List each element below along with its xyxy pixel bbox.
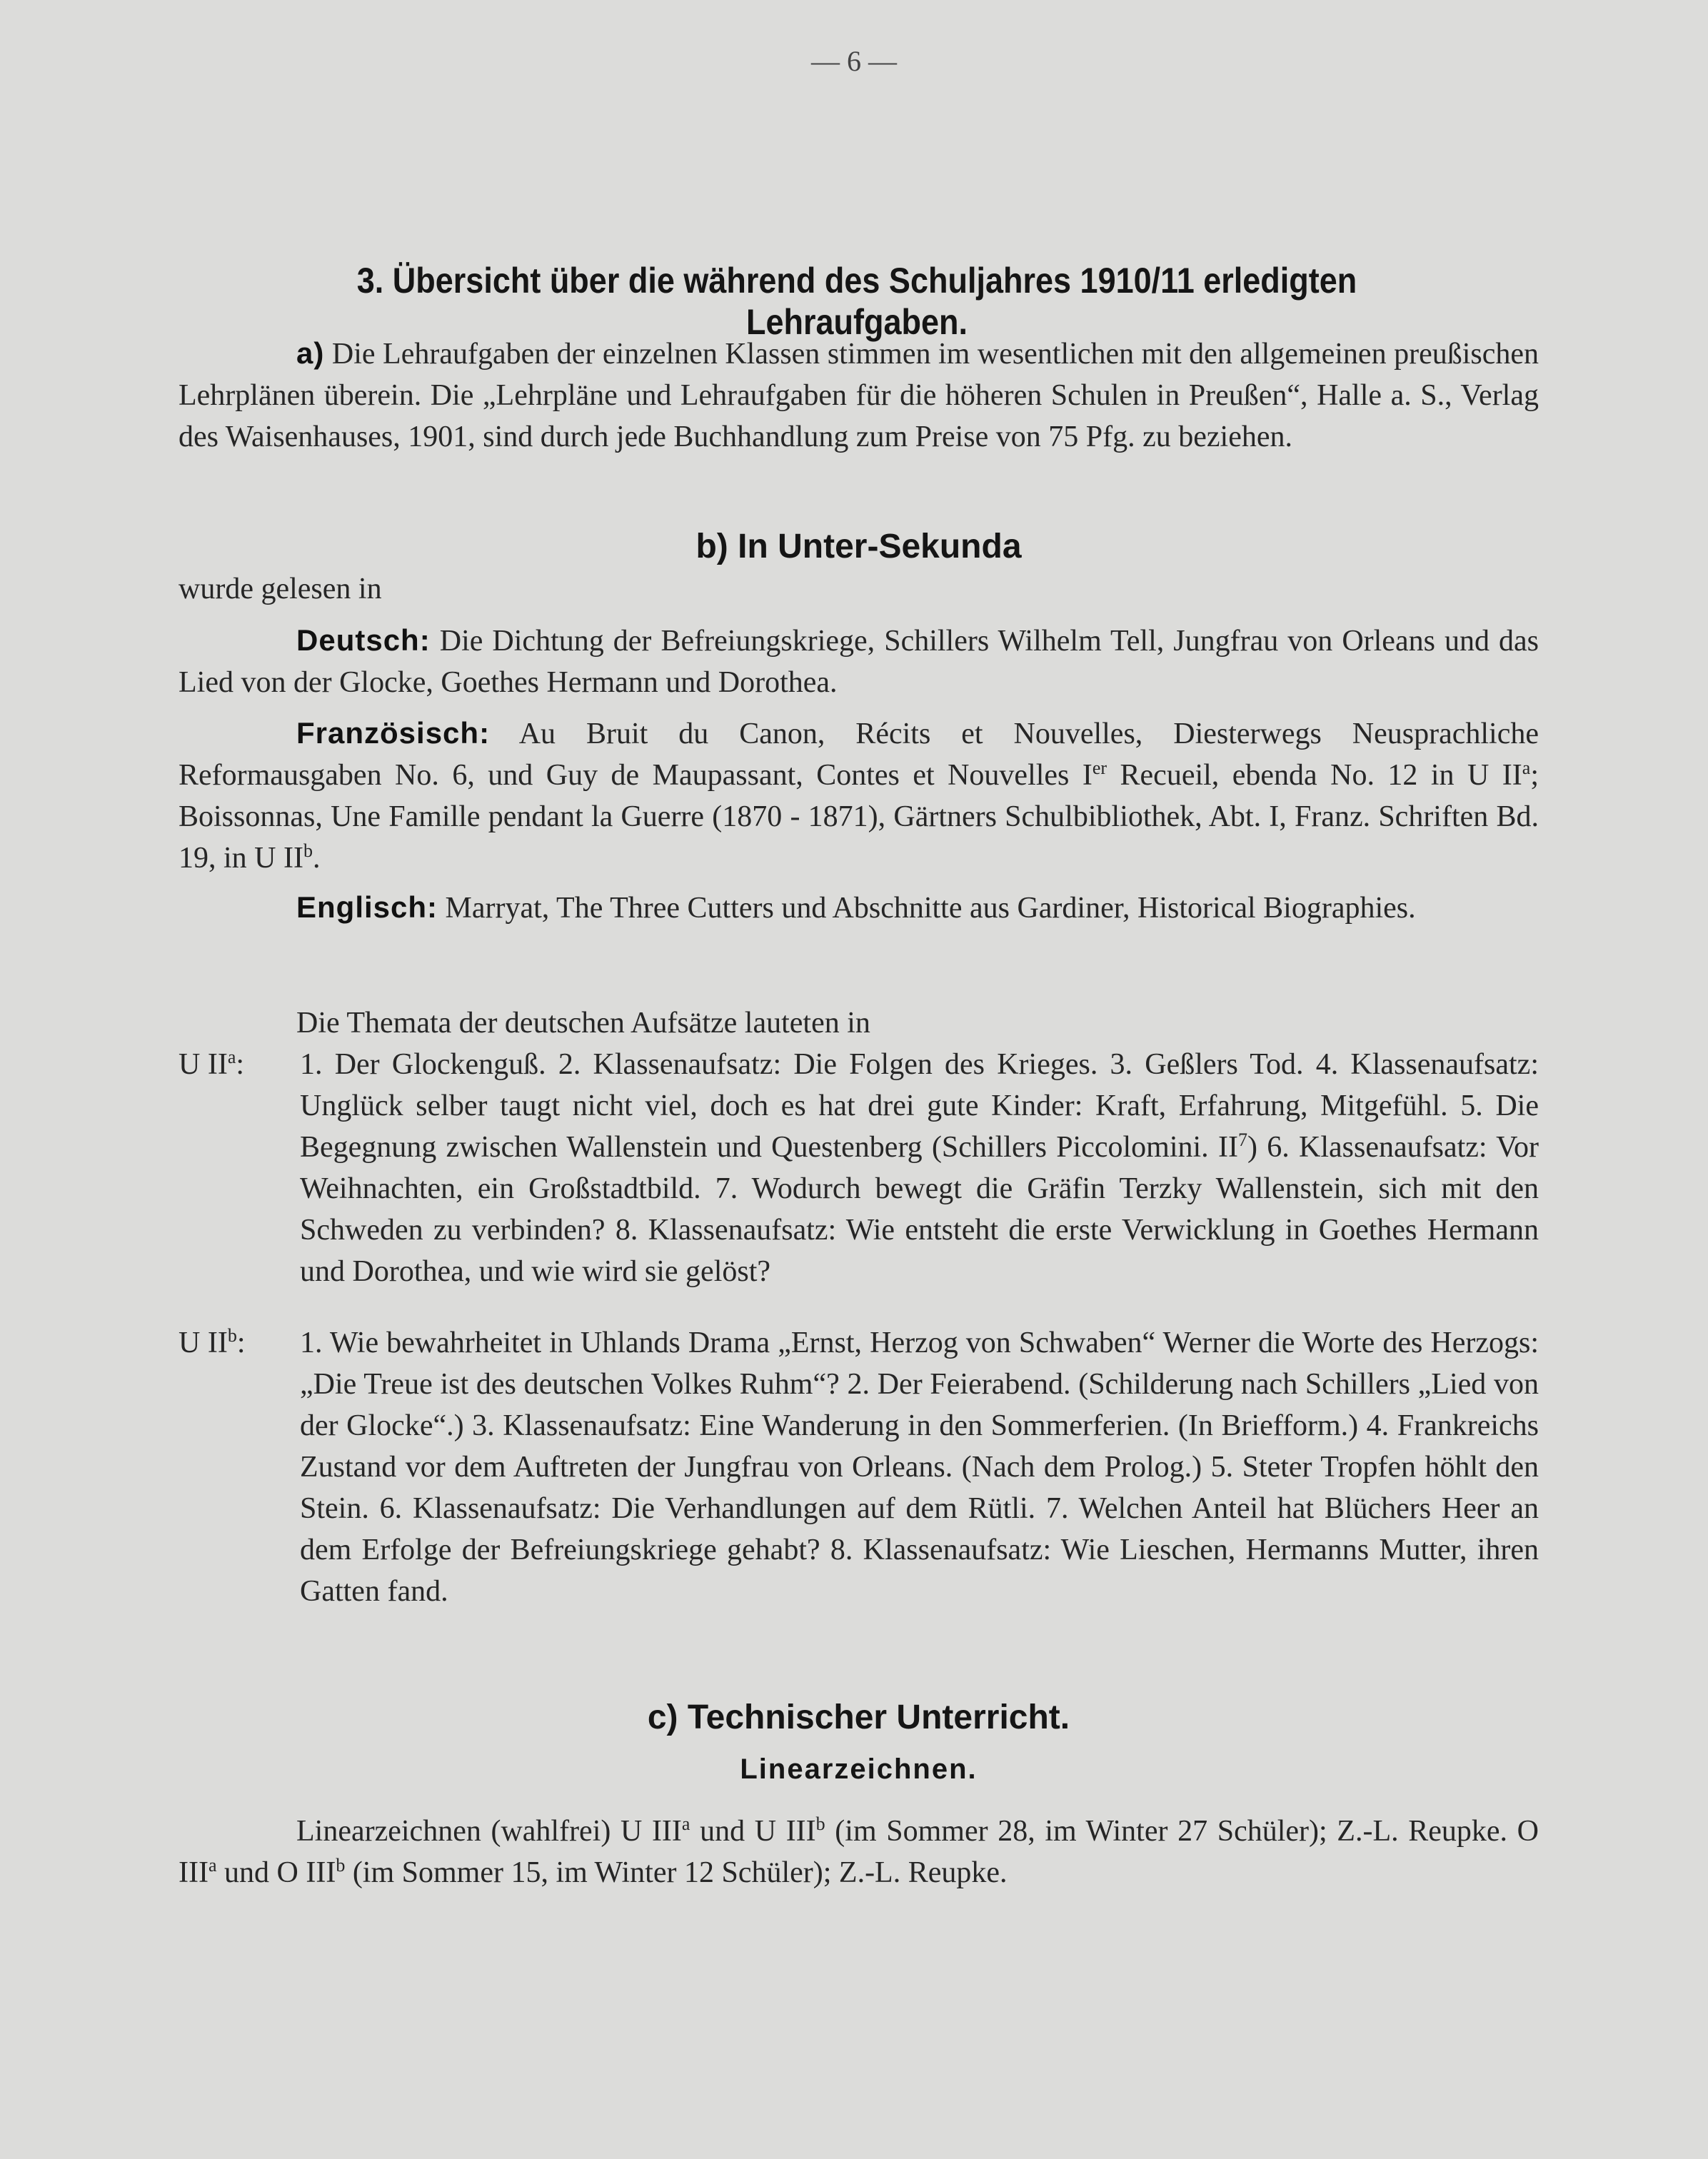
franz-text-1: Au Bruit du Canon, Récits et Nouvelles, Diesterwegs Neusprachliche Reformausgaben No. 6, und Guy de Maupassant, Contes et Nouvelles I: [179, 718, 1539, 792]
paragraph-linearzeichnen: [179, 1811, 1539, 1893]
lz-text-4: und O III: [216, 1856, 336, 1889]
deutsch-label: Deutsch:: [296, 623, 431, 657]
uiia-text: [300, 1044, 1539, 1292]
uiib-label: [179, 1322, 245, 1364]
uiia-label-colon: :: [236, 1048, 245, 1081]
lz-text-1: Linearzeichnen (wahlfrei) U III: [296, 1815, 682, 1848]
franz-sup-3: b: [303, 840, 313, 861]
uiia-text-1: 1. Der Glockenguß. 2. Klassenaufsatz: Die Folgen des Krieges. 3. Geßlers Tod. 4. Klassenaufsatz: Unglück selber taugt nicht viel, doch es hat drei gute Kinder: Kraft, Erfahrung, Mitgefühl. 5. Die Begegnung zwischen Wallenstein und Questenberg (Schillers Piccolomini. II: [300, 1048, 1539, 1164]
paragraph-franzoesisch: [179, 713, 1539, 879]
franz-sup-2: a: [1522, 758, 1531, 778]
section-a-label: a): [296, 336, 325, 370]
themata-intro: Die Themata der deutschen Aufsätze lauteten in: [296, 1007, 870, 1040]
englisch-label: Englisch:: [296, 890, 438, 924]
franz-label: Französisch:: [296, 716, 491, 750]
lz-text-5: (im Sommer 15, im Winter 12 Schüler); Z.-L. Reupke.: [345, 1856, 1008, 1889]
uiia-label: [179, 1044, 244, 1085]
franz-text-3: ; Boissonnas, Une Famille pendant la Guerre (1870 - 1871), Gärtners Schulbibliothek, Abt. I, Franz. Schriften Bd. 19, in U II: [179, 759, 1539, 875]
paragraph-a: [179, 333, 1539, 458]
section-a-text: Die Lehraufgaben der einzelnen Klassen stimmen im wesentlichen mit den allgemeinen preußischen Lehrplänen überein. Die „Lehrpläne und Lehraufgaben für die höheren Schulen in Preußen“, Halle a. S., Verlag des Waisenhauses, 1901, sind durch jede Buchhandlung zum Preise von 75 Pfg. zu beziehen.: [179, 338, 1539, 453]
section-c-title: c) Technischer Unterricht.: [647, 1698, 1070, 1736]
lz-sup-1: a: [681, 1813, 690, 1834]
section-c-subtitle: Linearzeichnen.: [740, 1753, 978, 1785]
franz-text-4: .: [312, 842, 321, 875]
section-b-intro: wurde gelesen in: [179, 573, 382, 605]
lz-sup-4: b: [336, 1855, 346, 1876]
paragraph-englisch: [179, 887, 1539, 929]
uiib-label-text: U II: [179, 1327, 228, 1359]
section-b-title: b) In Unter-Sekunda: [695, 528, 1022, 565]
englisch-text: Marryat, The Three Cutters und Abschnitte aus Gardiner, Historical Biographies.: [445, 892, 1416, 925]
uiib-text: 1. Wie bewahrheitet in Uhlands Drama „Ernst, Herzog von Schwaben“ Werner die Worte des Herzogs: „Die Treue ist des deutschen Volkes Ruhm“? 2. Der Feierabend. (Schilderung nach Schillers „Lied von der Glocke“.) 3. Klassenaufsatz: Eine Wanderung in den Sommerferien. (In Briefform.) 4. Frankreichs Zustand vor dem Auftreten der Jungfrau von Orleans. (Nach dem Prolog.) 5. Steter Tropfen höhlt den Stein. 6. Klassenaufsatz: Die Verhandlungen auf dem Rütli. 7. Welchen Anteil hat Blüchers Heer an dem Erfolge der Befreiungskriege gehabt? 8. Klassenaufsatz: Wie Lieschen, Hermanns Mutter, ihren Gatten fand.: [300, 1327, 1539, 1608]
paragraph-deutsch: [179, 620, 1539, 703]
franz-sup-1: er: [1092, 758, 1107, 778]
page-number: — 6 —: [811, 45, 897, 77]
uiib-label-colon: :: [236, 1327, 246, 1359]
deutsch-text: Die Dichtung der Befreiungskriege, Schillers Wilhelm Tell, Jungfrau von Orleans und das Lied von der Glocke, Goethes Hermann und Dorothea.: [179, 625, 1539, 699]
lz-text-3: (im Sommer 28, im Winter 27 Schüler); Z.-L. Reupke. O III: [179, 1815, 1539, 1889]
uiib-label-sup: b: [227, 1325, 237, 1346]
lz-sup-3: a: [208, 1855, 217, 1876]
uiia-label-text: U II: [179, 1048, 228, 1081]
uiia-text-sup: 7: [1237, 1129, 1247, 1150]
lz-sup-2: b: [815, 1813, 825, 1834]
franz-text-2: Recueil, ebenda No. 12 in U II: [1107, 759, 1522, 792]
section-heading: 3. Übersicht über die während des Schuljahres 1910/11 erledigten Lehraufgaben.: [356, 261, 1357, 342]
uiia-label-sup: a: [227, 1047, 236, 1067]
lz-text-2: und U III: [690, 1815, 816, 1848]
uiia-text-2: ) 6. Klassenaufsatz: Vor Weihnachten, ein Großstadtbild. 7. Wodurch bewegt die Gräfin Terzky Wallenstein, sich mit den Schweden zu verbinden? 8. Klassenaufsatz: Wie entsteht die erste Verwicklung in Goethes Hermann und Dorothea, und wie wird sie gelöst?: [300, 1131, 1539, 1288]
